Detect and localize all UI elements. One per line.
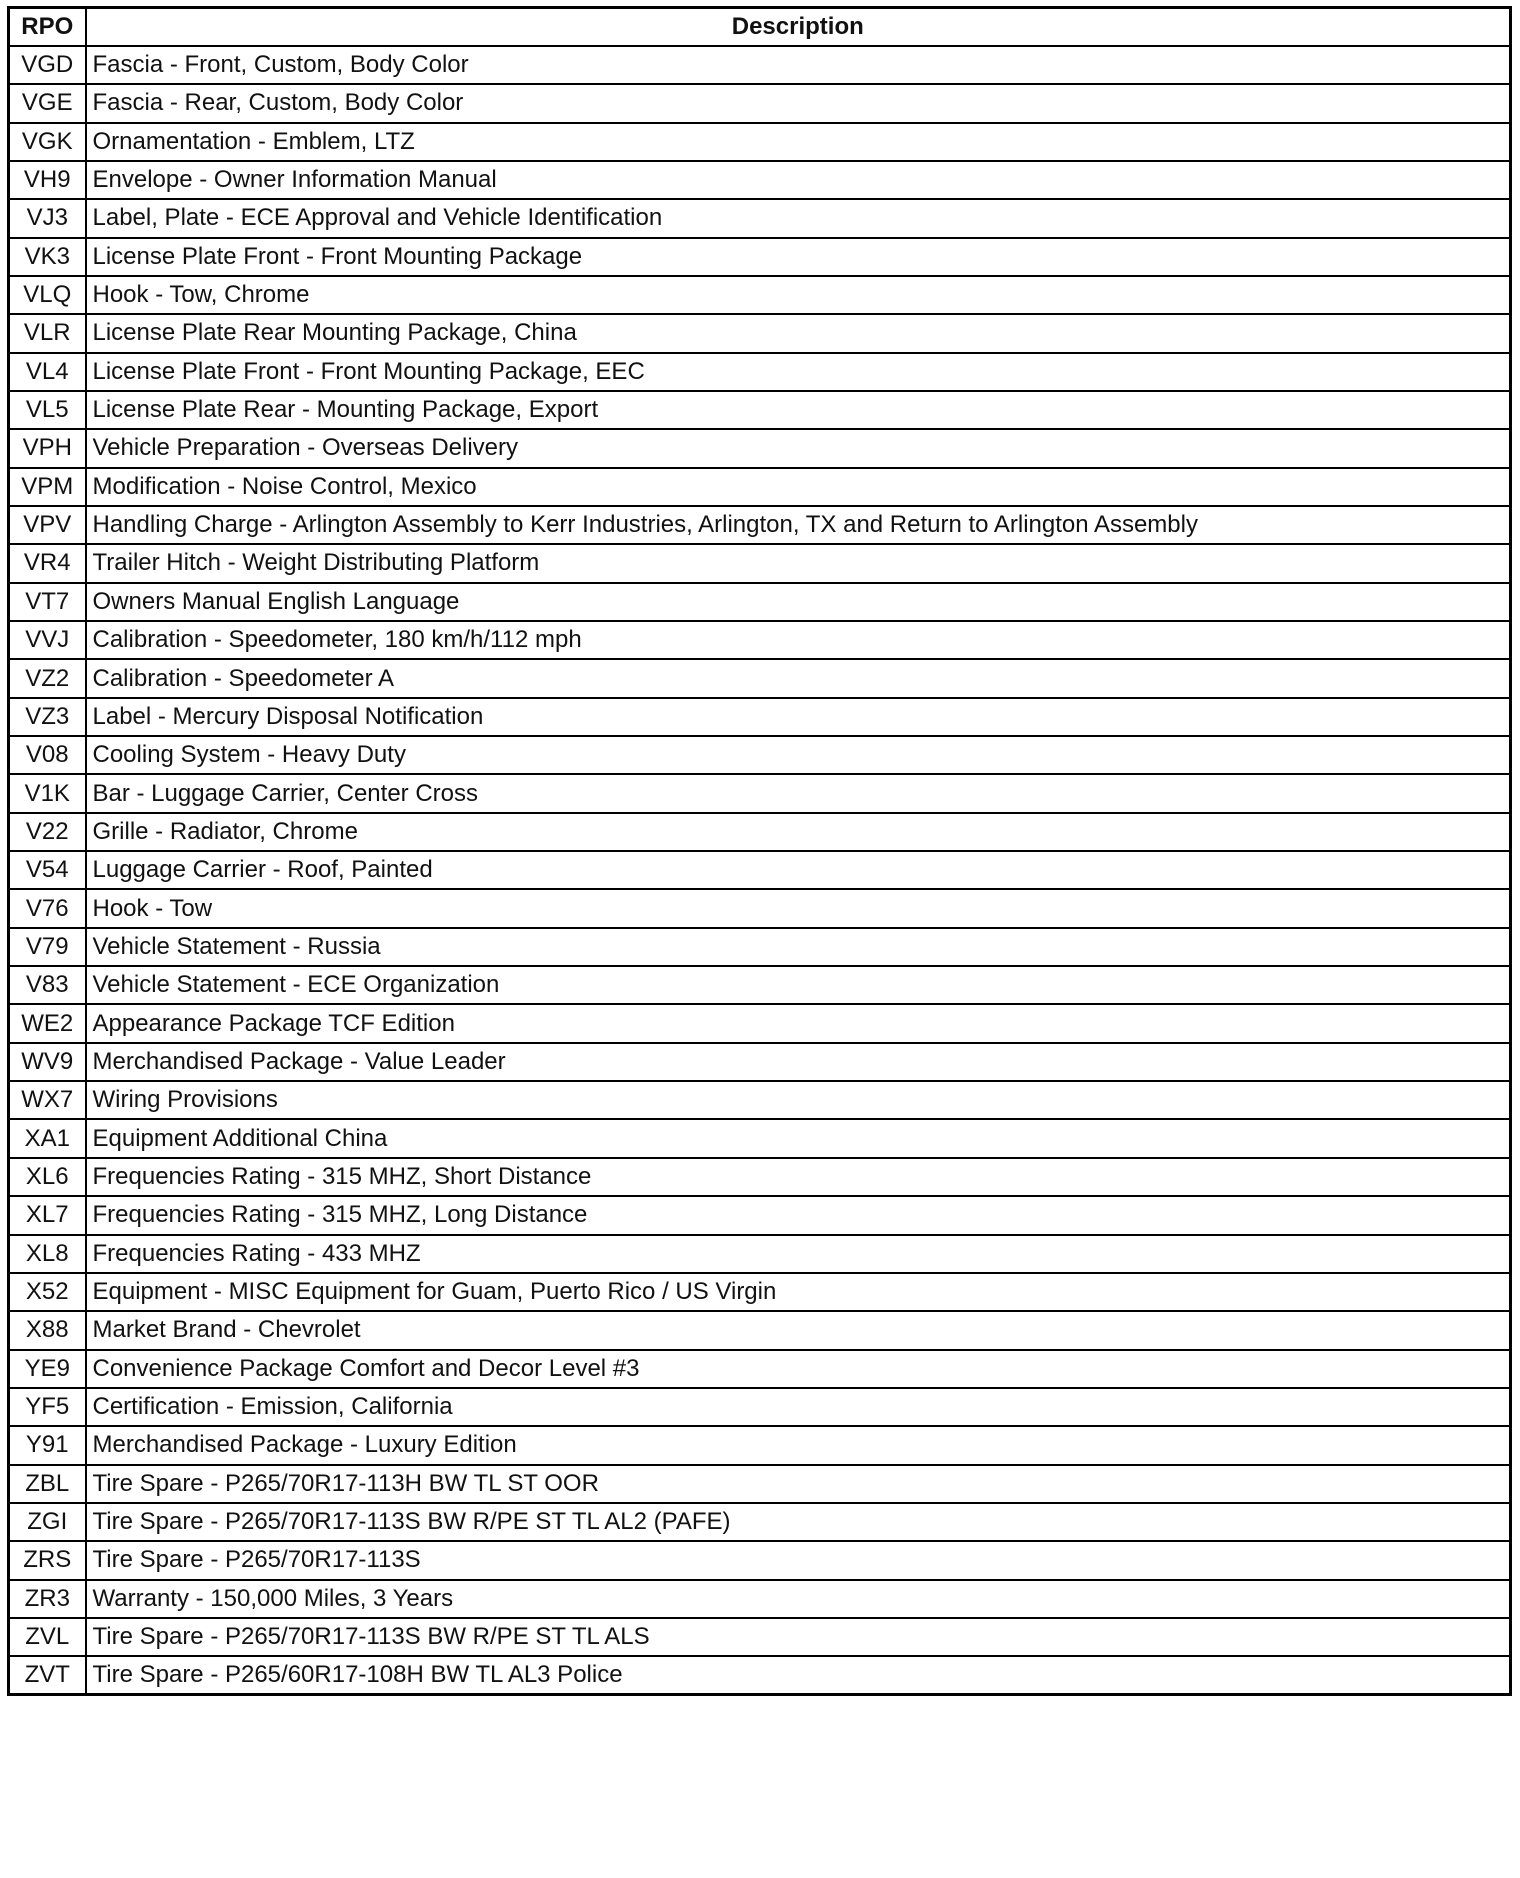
table-row (9, 1503, 1511, 1541)
table-row (9, 1388, 1511, 1426)
description-cell: Warranty - 150,000 Miles, 3 Years (86, 1580, 1511, 1618)
description-cell: Hook - Tow, Chrome (86, 276, 1511, 314)
rpo-code-cell: VZ3 (9, 698, 86, 736)
table-row (9, 1311, 1511, 1349)
description-cell: Certification - Emission, California (86, 1388, 1511, 1426)
table-body (9, 46, 1511, 1695)
description-cell: License Plate Front - Front Mounting Package, EEC (86, 353, 1511, 391)
rpo-code-cell: ZR3 (9, 1580, 86, 1618)
rpo-code-cell: VGD (9, 46, 86, 84)
rpo-code-cell: X52 (9, 1273, 86, 1311)
rpo-code-cell: XL8 (9, 1235, 86, 1273)
rpo-column-header: RPO (9, 8, 86, 46)
rpo-code-cell: WX7 (9, 1081, 86, 1119)
description-cell: Calibration - Speedometer, 180 km/h/112 mph (86, 621, 1511, 659)
rpo-code-cell: VL4 (9, 353, 86, 391)
table-row (9, 1426, 1511, 1464)
table-row (9, 1541, 1511, 1579)
table-row (9, 1465, 1511, 1503)
rpo-code-cell: VH9 (9, 161, 86, 199)
rpo-code-cell: VR4 (9, 544, 86, 582)
rpo-code-cell: VK3 (9, 238, 86, 276)
table-row (9, 46, 1511, 84)
table-row (9, 889, 1511, 927)
description-cell: Vehicle Preparation - Overseas Delivery (86, 429, 1511, 467)
rpo-code-cell: ZVT (9, 1656, 86, 1694)
rpo-code-cell: WE2 (9, 1004, 86, 1042)
table-row (9, 123, 1511, 161)
rpo-code-cell: X88 (9, 1311, 86, 1349)
description-cell: Frequencies Rating - 315 MHZ, Short Distance (86, 1158, 1511, 1196)
table-row (9, 966, 1511, 1004)
description-cell: Frequencies Rating - 433 MHZ (86, 1235, 1511, 1273)
description-cell: Equipment Additional China (86, 1119, 1511, 1157)
description-cell: Cooling System - Heavy Duty (86, 736, 1511, 774)
description-cell: Label - Mercury Disposal Notification (86, 698, 1511, 736)
table-row (9, 506, 1511, 544)
rpo-code-cell: VZ2 (9, 659, 86, 697)
description-cell: Trailer Hitch - Weight Distributing Platform (86, 544, 1511, 582)
table-row (9, 314, 1511, 352)
description-cell: Tire Spare - P265/70R17-113S BW R/PE ST TL AL2 (PAFE) (86, 1503, 1511, 1541)
description-cell: Grille - Radiator, Chrome (86, 813, 1511, 851)
description-cell: Convenience Package Comfort and Decor Level #3 (86, 1350, 1511, 1388)
description-cell: Wiring Provisions (86, 1081, 1511, 1119)
rpo-code-cell: YF5 (9, 1388, 86, 1426)
rpo-code-cell: YE9 (9, 1350, 86, 1388)
table-row (9, 851, 1511, 889)
description-cell: Label, Plate - ECE Approval and Vehicle Identification (86, 199, 1511, 237)
table-row (9, 1119, 1511, 1157)
rpo-code-cell: VJ3 (9, 199, 86, 237)
rpo-code-cell: VL5 (9, 391, 86, 429)
description-cell: License Plate Rear - Mounting Package, Export (86, 391, 1511, 429)
description-cell: Tire Spare - P265/70R17-113S BW R/PE ST TL ALS (86, 1618, 1511, 1656)
table-row (9, 1580, 1511, 1618)
table-row (9, 1618, 1511, 1656)
description-cell: Merchandised Package - Luxury Edition (86, 1426, 1511, 1464)
rpo-code-cell: VT7 (9, 583, 86, 621)
table-row (9, 199, 1511, 237)
table-row (9, 468, 1511, 506)
description-cell: Merchandised Package - Value Leader (86, 1043, 1511, 1081)
rpo-table (7, 6, 1512, 1696)
description-cell: Tire Spare - P265/70R17-113S (86, 1541, 1511, 1579)
table-row (9, 391, 1511, 429)
rpo-code-cell: V1K (9, 774, 86, 812)
description-cell: Owners Manual English Language (86, 583, 1511, 621)
rpo-code-cell: VPV (9, 506, 86, 544)
description-cell: License Plate Front - Front Mounting Package (86, 238, 1511, 276)
description-cell: Fascia - Rear, Custom, Body Color (86, 84, 1511, 122)
description-cell: Bar - Luggage Carrier, Center Cross (86, 774, 1511, 812)
table-row (9, 1273, 1511, 1311)
rpo-code-cell: XL6 (9, 1158, 86, 1196)
description-cell: Frequencies Rating - 315 MHZ, Long Distance (86, 1196, 1511, 1234)
table-row (9, 813, 1511, 851)
table-row (9, 353, 1511, 391)
description-cell: Vehicle Statement - Russia (86, 928, 1511, 966)
description-cell: License Plate Rear Mounting Package, China (86, 314, 1511, 352)
description-cell: Ornamentation - Emblem, LTZ (86, 123, 1511, 161)
table-row (9, 621, 1511, 659)
rpo-code-cell: V83 (9, 966, 86, 1004)
rpo-code-cell: VPM (9, 468, 86, 506)
table-row (9, 238, 1511, 276)
table-row (9, 774, 1511, 812)
rpo-code-cell: VPH (9, 429, 86, 467)
rpo-code-cell: ZBL (9, 1465, 86, 1503)
table-row (9, 544, 1511, 582)
table-row (9, 161, 1511, 199)
table-row (9, 736, 1511, 774)
table-row (9, 1043, 1511, 1081)
description-cell: Envelope - Owner Information Manual (86, 161, 1511, 199)
description-cell: Handling Charge - Arlington Assembly to Kerr Industries, Arlington, TX and Return to Arlington Assembly (86, 506, 1511, 544)
table-row (9, 928, 1511, 966)
description-cell: Market Brand - Chevrolet (86, 1311, 1511, 1349)
description-cell: Vehicle Statement - ECE Organization (86, 966, 1511, 1004)
table-row (9, 659, 1511, 697)
table-row (9, 698, 1511, 736)
rpo-code-cell: V22 (9, 813, 86, 851)
rpo-code-cell: VGE (9, 84, 86, 122)
description-cell: Hook - Tow (86, 889, 1511, 927)
rpo-code-cell: V76 (9, 889, 86, 927)
description-cell: Tire Spare - P265/60R17-108H BW TL AL3 Police (86, 1656, 1511, 1694)
rpo-code-cell: XL7 (9, 1196, 86, 1234)
table-row (9, 1196, 1511, 1234)
table-row (9, 1656, 1511, 1694)
table-row (9, 1235, 1511, 1273)
table-row (9, 429, 1511, 467)
table-row (9, 1081, 1511, 1119)
table-row (9, 583, 1511, 621)
table-row (9, 276, 1511, 314)
table-row (9, 1158, 1511, 1196)
description-cell: Luggage Carrier - Roof, Painted (86, 851, 1511, 889)
rpo-code-cell: Y91 (9, 1426, 86, 1464)
table-row (9, 84, 1511, 122)
rpo-code-cell: ZRS (9, 1541, 86, 1579)
rpo-code-cell: VVJ (9, 621, 86, 659)
rpo-code-cell: ZVL (9, 1618, 86, 1656)
rpo-code-cell: VGK (9, 123, 86, 161)
description-cell: Fascia - Front, Custom, Body Color (86, 46, 1511, 84)
rpo-code-cell: VLR (9, 314, 86, 352)
description-cell: Calibration - Speedometer A (86, 659, 1511, 697)
rpo-code-cell: V79 (9, 928, 86, 966)
rpo-code-cell: WV9 (9, 1043, 86, 1081)
description-cell: Tire Spare - P265/70R17-113H BW TL ST OOR (86, 1465, 1511, 1503)
header-row (9, 8, 1511, 46)
description-cell: Modification - Noise Control, Mexico (86, 468, 1511, 506)
rpo-code-cell: V08 (9, 736, 86, 774)
rpo-code-cell: ZGI (9, 1503, 86, 1541)
rpo-code-cell: VLQ (9, 276, 86, 314)
table-row (9, 1350, 1511, 1388)
table-row (9, 1004, 1511, 1042)
description-cell: Equipment - MISC Equipment for Guam, Puerto Rico / US Virgin (86, 1273, 1511, 1311)
rpo-code-cell: V54 (9, 851, 86, 889)
description-cell: Appearance Package TCF Edition (86, 1004, 1511, 1042)
rpo-code-cell: XA1 (9, 1119, 86, 1157)
description-column-header: Description (86, 8, 1511, 46)
